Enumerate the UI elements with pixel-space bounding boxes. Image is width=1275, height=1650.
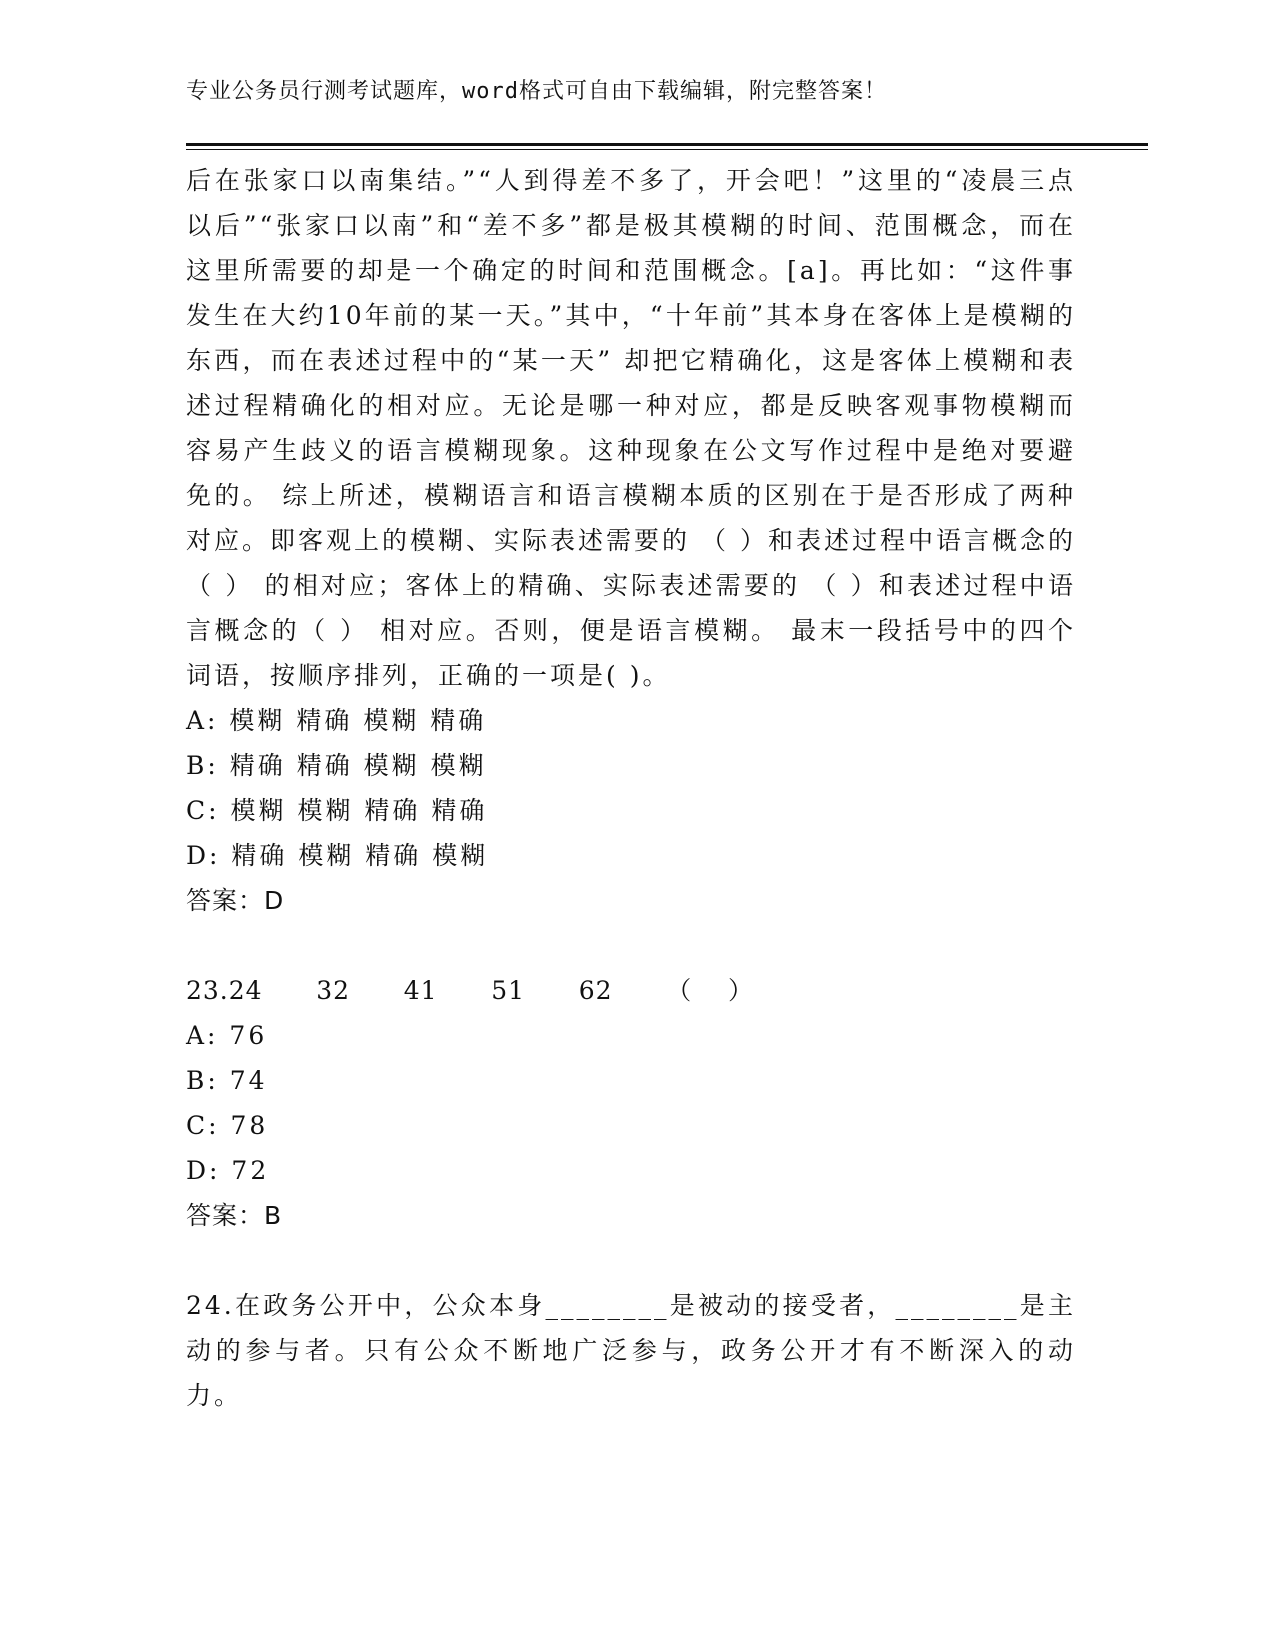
question-22-option-b: B: 精确 精确 模糊 模糊 (186, 751, 487, 780)
question-23-option-b: B: 74 (186, 1066, 268, 1095)
question-23-option-a: A: 76 (186, 1021, 268, 1050)
question-spacer (186, 1238, 1076, 1283)
page-header: 专业公务员行测考试题库，word格式可自由下载编辑，附完整答案！ (186, 79, 887, 104)
question-23 (186, 968, 1076, 1238)
header-divider-thin (186, 149, 1148, 150)
question-22-option-a: A: 模糊 精确 模糊 精确 (186, 706, 487, 735)
question-24 (186, 1283, 1076, 1418)
question-23-text: 23.24 32 41 51 62 （ ） (186, 976, 755, 1005)
question-23-option-d: D: 72 (186, 1156, 270, 1185)
question-24-text: 24.在政务公开中，公众本身________是被动的接受者，________是主动的参与者。只有公众不断地广泛参与，政务公开才有不断深入的动力。 (186, 1291, 1076, 1410)
question-23-answer: 答案：B (186, 1201, 283, 1230)
question-22-option-c: C: 模糊 模糊 精确 精确 (186, 796, 488, 825)
header-divider-thick (186, 143, 1148, 146)
question-spacer (186, 923, 1076, 968)
question-22-answer: 答案：D (186, 886, 285, 915)
question-22-option-d: D: 精确 模糊 精确 模糊 (186, 841, 489, 870)
question-23-option-c: C: 78 (186, 1111, 269, 1140)
question-22 (186, 158, 1076, 923)
question-22-passage: 后在张家口以南集结。”“人到得差不多了，开会吧！”这里的“凌晨三点以后”“张家口以南”和“差不多”都是极其模糊的时间、范围概念，而在这里所需要的却是一个确定的时间和范围概念。[a]。再比如：“这件事发生在大约10年前的某一天。”其中，“十年前”其本身在客体上是模糊的东西，而在表述过程中的“某一天” 却把它精确化，这是客体上模糊和表述过程精确化的相对应。无论是哪一种对应，都是反映客观事物模糊而容易产生歧义的语言模糊现象。这种现象在公文写作过程中是绝对要避免的。 综上所述，模糊语言和语言模糊本质的区别在于是否形成了两种对应。即客观上的模糊、实际表述需要的 （ ）和表述过程中语言概念的（ ） 的相对应；客体上的精确、实际表述需要的 （ ）和表述过程中语言概念的（ ） 相对应。否则，便是语言模糊。 最末一段括号中的四个词语，按顺序排列，正确的一项是( )。 (186, 166, 1076, 690)
page-content (186, 158, 1076, 1418)
